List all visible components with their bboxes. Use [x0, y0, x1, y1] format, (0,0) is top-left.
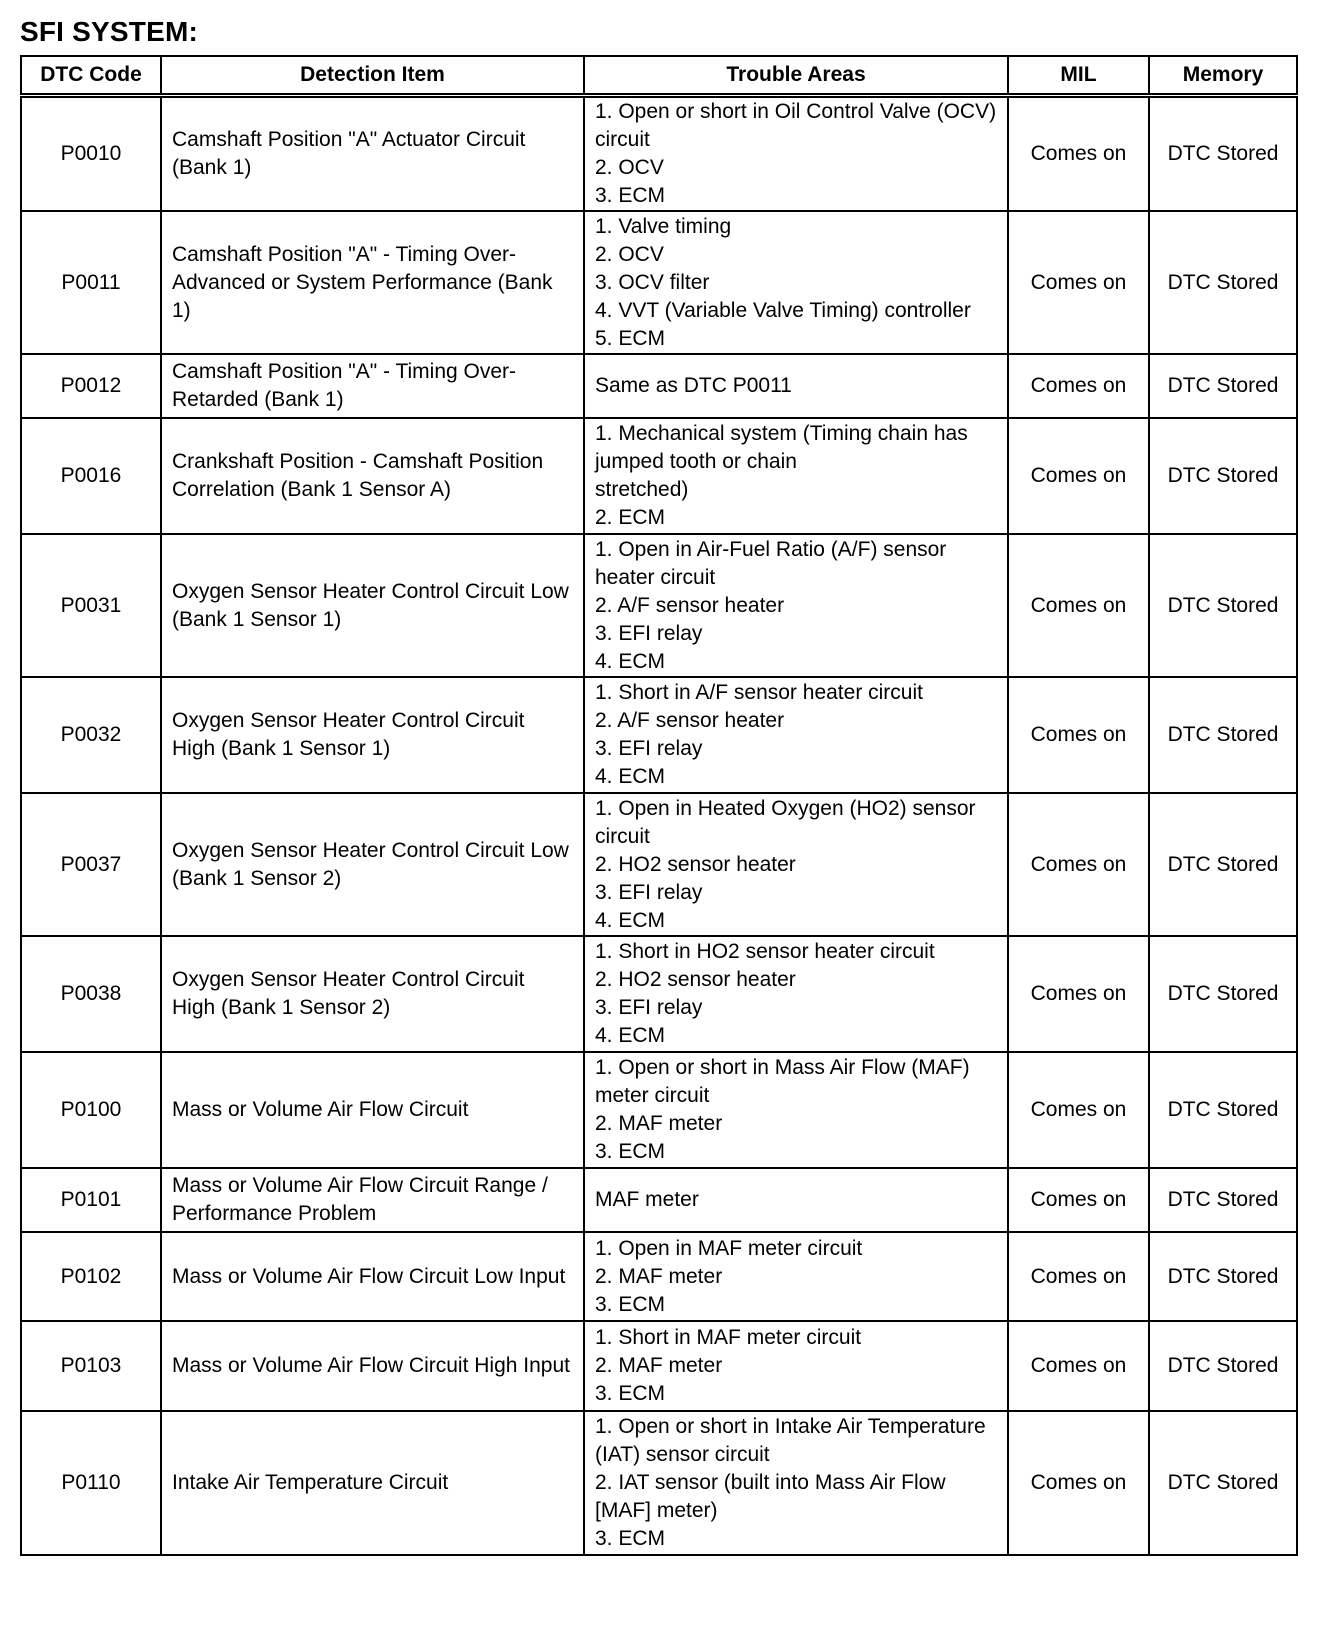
trouble-area-item: 1. Open or short in Oil Control Valve (OCV) circuit	[595, 100, 997, 151]
trouble-area-item: 1. Mechanical system (Timing chain has jumped tooth or chain	[595, 422, 968, 473]
detection-item-cell: Mass or Volume Air Flow Circuit	[161, 1052, 584, 1168]
trouble-area-item: 1. Short in MAF meter circuit	[595, 1326, 862, 1349]
trouble-areas-cell	[584, 1168, 1008, 1232]
detection-item-cell: Oxygen Sensor Heater Control Circuit Low (Bank 1 Sensor 1)	[161, 534, 584, 677]
table-row	[21, 1321, 1297, 1411]
mil-cell: Comes on	[1008, 936, 1149, 1052]
trouble-area-item: 1. Open or short in Intake Air Temperature (IAT) sensor circuit	[595, 1415, 986, 1466]
trouble-area-item: 4. ECM	[595, 1024, 666, 1047]
trouble-areas-cell	[584, 1321, 1008, 1411]
detection-item-cell: Mass or Volume Air Flow Circuit Low Input	[161, 1232, 584, 1321]
memory-cell: DTC Stored	[1149, 677, 1297, 793]
trouble-area-item: 5. ECM	[595, 326, 666, 350]
dtc-code-cell: P0038	[21, 936, 161, 1052]
detection-item-cell: Camshaft Position "A" - Timing Over-Retarded (Bank 1)	[161, 354, 584, 418]
trouble-areas-cell	[584, 793, 1008, 936]
header-row	[21, 56, 1297, 96]
trouble-area-item: Same as DTC P0011	[595, 374, 792, 397]
trouble-area-item: 2. MAF meter	[595, 1264, 723, 1288]
trouble-area-item: MAF meter	[595, 1188, 699, 1211]
table-row	[21, 1411, 1297, 1555]
mil-cell: Comes on	[1008, 1052, 1149, 1168]
trouble-area-item: 1. Open or short in Mass Air Flow (MAF) meter circuit	[595, 1056, 970, 1107]
header-memory: Memory	[1149, 56, 1297, 96]
header-mil: MIL	[1008, 56, 1149, 96]
trouble-area-item: 2. A/F sensor heater	[595, 709, 785, 732]
trouble-area-item: 2. MAF meter	[595, 1112, 723, 1135]
table-row	[21, 418, 1297, 534]
detection-item-cell: Oxygen Sensor Heater Control Circuit High (Bank 1 Sensor 2)	[161, 936, 584, 1052]
trouble-area-item: 3. EFI relay	[595, 880, 703, 904]
trouble-area-item: 2. ECM	[595, 506, 666, 529]
table-row	[21, 1168, 1297, 1232]
memory-cell: DTC Stored	[1149, 354, 1297, 418]
trouble-areas-cell	[584, 534, 1008, 677]
detection-item-cell: Camshaft Position "A" Actuator Circuit (Bank 1)	[161, 96, 584, 212]
mil-cell: Comes on	[1008, 418, 1149, 534]
trouble-area-item: 2. HO2 sensor heater	[595, 968, 796, 991]
trouble-area-item: 1. Valve timing	[595, 214, 732, 238]
dtc-code-cell: P0100	[21, 1052, 161, 1168]
dtc-table	[20, 55, 1298, 1556]
dtc-code-cell: P0032	[21, 677, 161, 793]
table-row	[21, 96, 1297, 212]
trouble-area-item: 2. OCV	[595, 242, 664, 266]
table-row	[21, 1052, 1297, 1168]
mil-cell: Comes on	[1008, 1168, 1149, 1232]
dtc-code-cell: P0103	[21, 1321, 161, 1411]
dtc-code-cell: P0110	[21, 1411, 161, 1555]
header-trouble-areas: Trouble Areas	[584, 56, 1008, 96]
dtc-code-cell: P0101	[21, 1168, 161, 1232]
trouble-area-item: 3. ECM	[595, 184, 666, 207]
trouble-area-item: 3. ECM	[595, 1292, 666, 1316]
mil-cell: Comes on	[1008, 1411, 1149, 1555]
trouble-area-item: 1. Short in A/F sensor heater circuit	[595, 681, 923, 704]
trouble-area-item: 2. IAT sensor (built into Mass Air Flow [MAF] meter)	[595, 1471, 946, 1522]
table-row	[21, 211, 1297, 354]
trouble-area-item: 4. ECM	[595, 908, 666, 932]
table-row	[21, 936, 1297, 1052]
trouble-areas-cell	[584, 96, 1008, 212]
mil-cell: Comes on	[1008, 793, 1149, 936]
trouble-area-item: 3. OCV filter	[595, 270, 710, 294]
dtc-code-cell: P0031	[21, 534, 161, 677]
trouble-area-item: stretched)	[595, 478, 689, 501]
trouble-area-item: 3. EFI relay	[595, 996, 703, 1019]
trouble-area-item: 1. Open in Heated Oxygen (HO2) sensor circuit	[595, 796, 976, 848]
memory-cell: DTC Stored	[1149, 793, 1297, 936]
memory-cell: DTC Stored	[1149, 418, 1297, 534]
trouble-area-item: 3. EFI relay	[595, 621, 703, 645]
dtc-code-cell: P0012	[21, 354, 161, 418]
table-row	[21, 793, 1297, 936]
memory-cell: DTC Stored	[1149, 1052, 1297, 1168]
table-row	[21, 1232, 1297, 1321]
dtc-code-cell: P0016	[21, 418, 161, 534]
trouble-area-item: 3. EFI relay	[595, 737, 703, 760]
mil-cell: Comes on	[1008, 1321, 1149, 1411]
trouble-area-item: 4. ECM	[595, 765, 666, 788]
detection-item-cell: Intake Air Temperature Circuit	[161, 1411, 584, 1555]
detection-item-cell: Crankshaft Position - Camshaft Position Correlation (Bank 1 Sensor A)	[161, 418, 584, 534]
header-detection-item: Detection Item	[161, 56, 584, 96]
memory-cell: DTC Stored	[1149, 1411, 1297, 1555]
table-row	[21, 534, 1297, 677]
dtc-code-cell: P0011	[21, 211, 161, 354]
trouble-areas-cell	[584, 354, 1008, 418]
dtc-code-cell: P0010	[21, 96, 161, 212]
memory-cell: DTC Stored	[1149, 1321, 1297, 1411]
memory-cell: DTC Stored	[1149, 534, 1297, 677]
detection-item-cell: Mass or Volume Air Flow Circuit High Input	[161, 1321, 584, 1411]
memory-cell: DTC Stored	[1149, 936, 1297, 1052]
trouble-area-item: 1. Open in MAF meter circuit	[595, 1236, 863, 1260]
trouble-area-item: 4. ECM	[595, 649, 666, 673]
trouble-area-item: 2. MAF meter	[595, 1354, 723, 1377]
trouble-areas-cell	[584, 211, 1008, 354]
trouble-area-item: 4. VVT (Variable Valve Timing) controller	[595, 298, 971, 322]
memory-cell: DTC Stored	[1149, 1232, 1297, 1321]
dtc-code-cell: P0037	[21, 793, 161, 936]
mil-cell: Comes on	[1008, 211, 1149, 354]
memory-cell: DTC Stored	[1149, 1168, 1297, 1232]
trouble-area-item: 2. HO2 sensor heater	[595, 852, 796, 876]
mil-cell: Comes on	[1008, 677, 1149, 793]
trouble-areas-cell	[584, 677, 1008, 793]
page-title: SFI SYSTEM:	[20, 16, 198, 47]
detection-item-cell: Mass or Volume Air Flow Circuit Range / Performance Problem	[161, 1168, 584, 1232]
mil-cell: Comes on	[1008, 354, 1149, 418]
memory-cell: DTC Stored	[1149, 96, 1297, 212]
mil-cell: Comes on	[1008, 96, 1149, 212]
memory-cell: DTC Stored	[1149, 211, 1297, 354]
trouble-areas-cell	[584, 1411, 1008, 1555]
trouble-area-item: 3. ECM	[595, 1382, 666, 1405]
trouble-area-item: 3. ECM	[595, 1140, 666, 1163]
header-dtc-code: DTC Code	[21, 56, 161, 96]
detection-item-cell: Camshaft Position "A" - Timing Over-Advanced or System Performance (Bank 1)	[161, 211, 584, 354]
dtc-code-cell: P0102	[21, 1232, 161, 1321]
trouble-areas-cell	[584, 1052, 1008, 1168]
trouble-area-item: 1. Short in HO2 sensor heater circuit	[595, 940, 935, 963]
mil-cell: Comes on	[1008, 534, 1149, 677]
trouble-area-item: 2. OCV	[595, 156, 664, 179]
trouble-area-item: 3. ECM	[595, 1527, 666, 1550]
table-row	[21, 677, 1297, 793]
table-row	[21, 354, 1297, 418]
trouble-areas-cell	[584, 418, 1008, 534]
trouble-area-item: 2. A/F sensor heater	[595, 593, 785, 617]
trouble-area-item: 1. Open in Air-Fuel Ratio (A/F) sensor heater circuit	[595, 537, 947, 589]
mil-cell: Comes on	[1008, 1232, 1149, 1321]
trouble-areas-cell	[584, 936, 1008, 1052]
detection-item-cell: Oxygen Sensor Heater Control Circuit High (Bank 1 Sensor 1)	[161, 677, 584, 793]
detection-item-cell: Oxygen Sensor Heater Control Circuit Low (Bank 1 Sensor 2)	[161, 793, 584, 936]
trouble-areas-cell	[584, 1232, 1008, 1321]
